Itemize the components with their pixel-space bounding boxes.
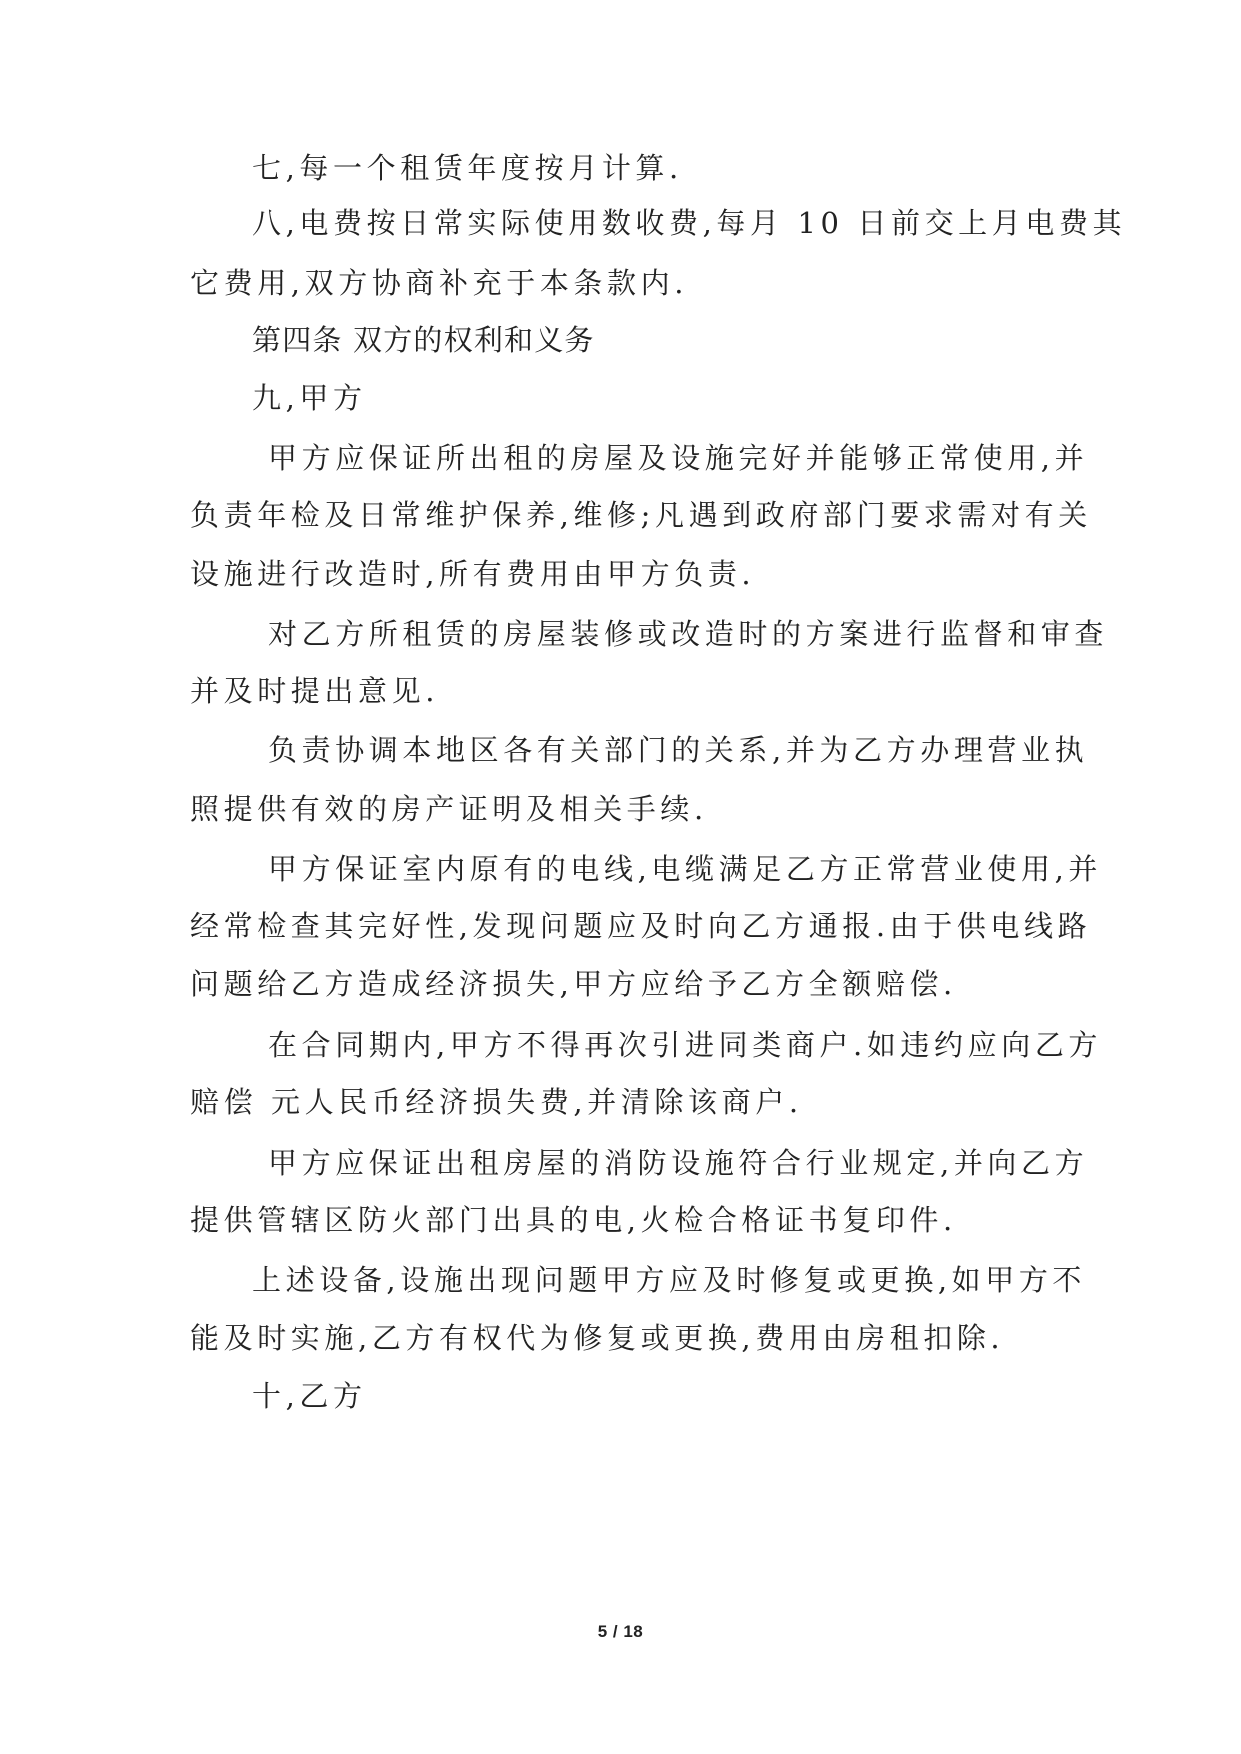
party-a-duty-1-line-2: 负责年检及日常维护保养,维修;凡遇到政府部门要求需对有关 — [190, 498, 1092, 532]
party-a-duty-2-line-1: 对乙方所租赁的房屋装修或改造时的方案进行监督和审查 — [268, 617, 1109, 651]
party-a-duty-4-line-3: 问题给乙方造成经济损失,甲方应给予乙方全额赔偿. — [190, 967, 957, 1001]
clause-9-heading: 九,甲方 — [252, 381, 367, 415]
clause-8-line-2: 它费用,双方协商补充于本条款内. — [190, 266, 689, 300]
party-a-duty-6-line-2: 提供管辖区防火部门出具的电,火检合格证书复印件. — [190, 1203, 957, 1237]
party-a-duty-5-line-1: 在合同期内,甲方不得再次引进同类商户.如违约应向乙方 — [268, 1028, 1103, 1062]
party-a-duty-1-line-3: 设施进行改造时,所有费用由甲方负责. — [190, 557, 756, 591]
party-a-duty-7-line-1: 上述设备,设施出现问题甲方应及时修复或更换,如甲方不 — [252, 1263, 1087, 1297]
party-a-duty-1-line-1: 甲方应保证所出租的房屋及设施完好并能够正常使用,并 — [268, 441, 1089, 475]
party-a-duty-3-line-1: 负责协调本地区各有关部门的关系,并为乙方办理营业执 — [268, 733, 1089, 767]
clause-8-line-1: 八,电费按日常实际使用数收费,每月 10 日前交上月电费其 — [252, 206, 1127, 240]
clause-7-line: 七,每一个租赁年度按月计算. — [252, 151, 683, 185]
party-a-duty-7-line-2: 能及时实施,乙方有权代为修复或更换,费用由房租扣除. — [190, 1321, 1005, 1355]
clause-10-heading: 十,乙方 — [252, 1379, 367, 1413]
party-a-duty-2-line-2: 并及时提出意见. — [190, 674, 440, 708]
article-4-heading: 第四条 双方的权利和义务 — [252, 323, 595, 357]
party-a-duty-4-line-1: 甲方保证室内原有的电线,电缆满足乙方正常营业使用,并 — [268, 852, 1103, 886]
party-a-duty-6-line-1: 甲方应保证出租房屋的消防设施符合行业规定,并向乙方 — [268, 1146, 1089, 1180]
party-a-duty-4-line-2: 经常检查其完好性,发现问题应及时向乙方通报.由于供电线路 — [190, 909, 1092, 943]
party-a-duty-5-line-2: 赔偿 元人民币经济损失费,并清除该商户. — [190, 1085, 803, 1119]
page-number: 5 / 18 — [597, 1622, 644, 1641]
party-a-duty-3-line-2: 照提供有效的房产证明及相关手续. — [190, 792, 708, 826]
